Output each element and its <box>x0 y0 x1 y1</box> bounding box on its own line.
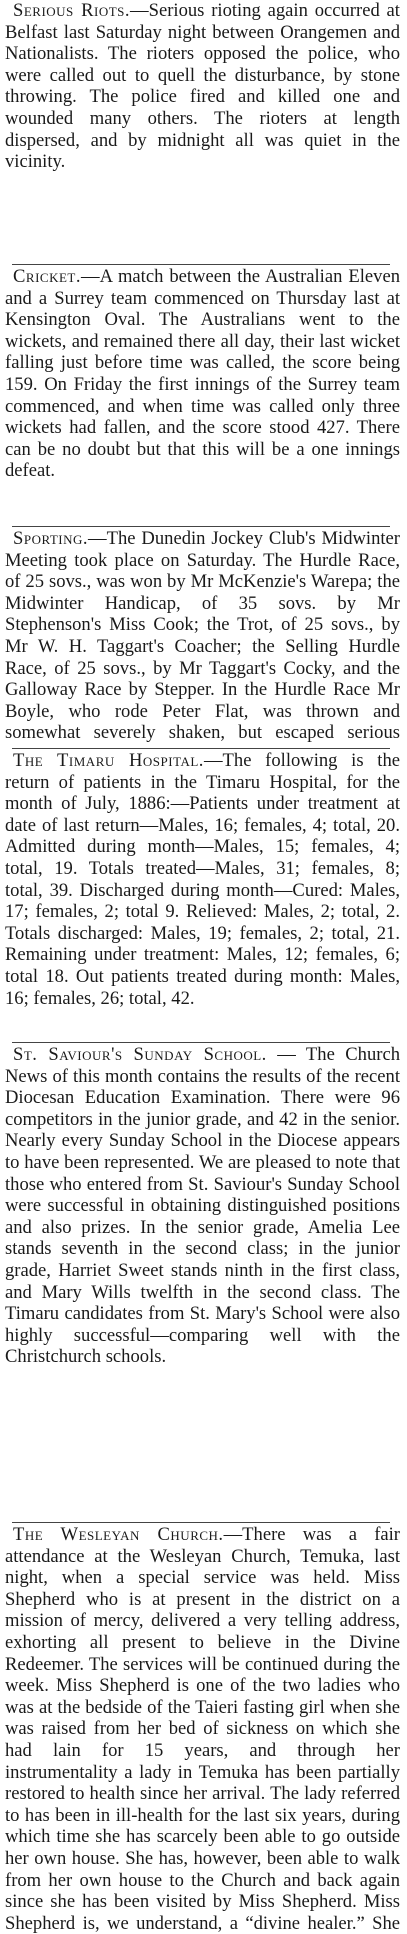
article-heading: Cricket. <box>13 266 81 287</box>
article-heading: The Timaru Hospital. <box>13 750 204 771</box>
column-divider <box>12 264 390 265</box>
column-divider <box>12 1042 390 1043</box>
column-divider <box>12 1522 390 1523</box>
article-heading: The Wesleyan Church. <box>13 1524 224 1545</box>
article-body: —A match between the Australian Eleven and a Surrey team commenced on Thursday last at Kensington Oval. The Australians went to the wickets, and remained there all day, their last wicket falling just before time was called, the score being 159. On Friday the first innings of the Surrey team commenced, and when time was called only three wickets had fallen, and the score stood 427. There can be no doubt but that this will be a one innings defeat. <box>5 266 400 482</box>
article-body: —There was a fair attendance at the Wesleyan Church, Temuka, last night, when a special service was held. Miss Shepherd who is at present in the district on a mission of mercy, delivered a very telling address, exhorting all present to believe in the Divine Redeemer. The services will be continued during the week. Miss Shepherd is one of the two ladies who was at the bedside of the Taieri fasting girl when she was raised from her bed of sickness on which she had lain for 15 years, and through her instrumentality a lady in Temuka has been partially restored to health since her arrival. The lady referred to has been in ill-health for the last six years, during which time she has scarcely been able to go outside her own house. She has, however, been able to walk from her own house to the Church and back again since she has been visited by Miss Shepherd. Miss Shepherd is, we understand, a “divine healer.” She <box>5 1524 400 1934</box>
article-heading: St. Saviour's Sunday School. <box>13 1044 267 1065</box>
article-body: —Serious rioting again occurred at Belfast last Saturday night between Orangemen and Nationalists. The rioters opposed the police, who were called out to quell the disturbance, by stone throwing. The police fired and killed one and wounded many others. The rioters at length dispersed, and by midnight all was quiet in the vicinity. <box>5 0 400 173</box>
article-body: —The following is the return of patients in the Timaru Hospital, for the month of July, 1886:—Patients under treatment at date of last return—Males, 16; females, 4; total, 20. Admitted during month—Males, 15; females, 4; total, 19. Totals treated—Males, 31; females, 8; total, 39. Discharged during month—Cured: Males, 17; females, 2; total 9. Relieved: Males, 2; total, 2. Totals discharged: Males, 19; females, 2; total, 21. Remaining under treatment: Males, 12; females, 6; total 18. Out patients treated during month: Males, 16; females, 26; total, 42. <box>5 750 400 1009</box>
column-divider <box>12 526 390 527</box>
article-heading: Serious Riots. <box>13 0 131 21</box>
article-st-saviours-sunday-school <box>5 1044 400 1522</box>
article-body: —The Dunedin Jockey Club's Midwinter Meeting took place on Saturday. The Hurdle Race, of 25 sovs., was won by Mr McKenzie's Warepa; the Midwinter Handicap, of 35 sovs. by Mr Stephenson's Miss Cook; the Trot, of 25 sovs., by Mr W. H. Taggart's Coacher; the Selling Hurdle Race, of 25 sovs., by Mr Taggart's Cocky, and the Galloway Race by Stepper. In the Hurdle Race Mr Boyle, who rode Peter Flat, was thrown and somewhat severely shaken, but escaped serious <box>5 528 400 744</box>
column-divider <box>12 748 390 749</box>
article-wesleyan-church <box>5 1524 400 1934</box>
article-timaru-hospital <box>5 750 400 1038</box>
article-serious-riots <box>5 0 400 260</box>
article-heading: Sporting. <box>13 528 89 549</box>
article-sporting <box>5 528 400 744</box>
article-cricket <box>5 266 400 526</box>
article-body: — The Church News of this month contains the results of the recent Diocesan Education Examination. There were 96 competitors in the junior grade, and 42 in the senior. Nearly every Sunday School in the Diocese appears to have been represented. We are pleased to note that those who entered from St. Saviour's Sunday School were successful in obtaining distinguished positions and also prizes. In the senior grade, Amelia Lee stands seventh in the second class; in the junior grade, Harriet Sweet stands ninth in the first class, and Mary Wills twelfth in the second class. The Timaru candidates from St. Mary's School were also highly successful—comparing well with the Christchurch schools. <box>5 1044 400 1368</box>
